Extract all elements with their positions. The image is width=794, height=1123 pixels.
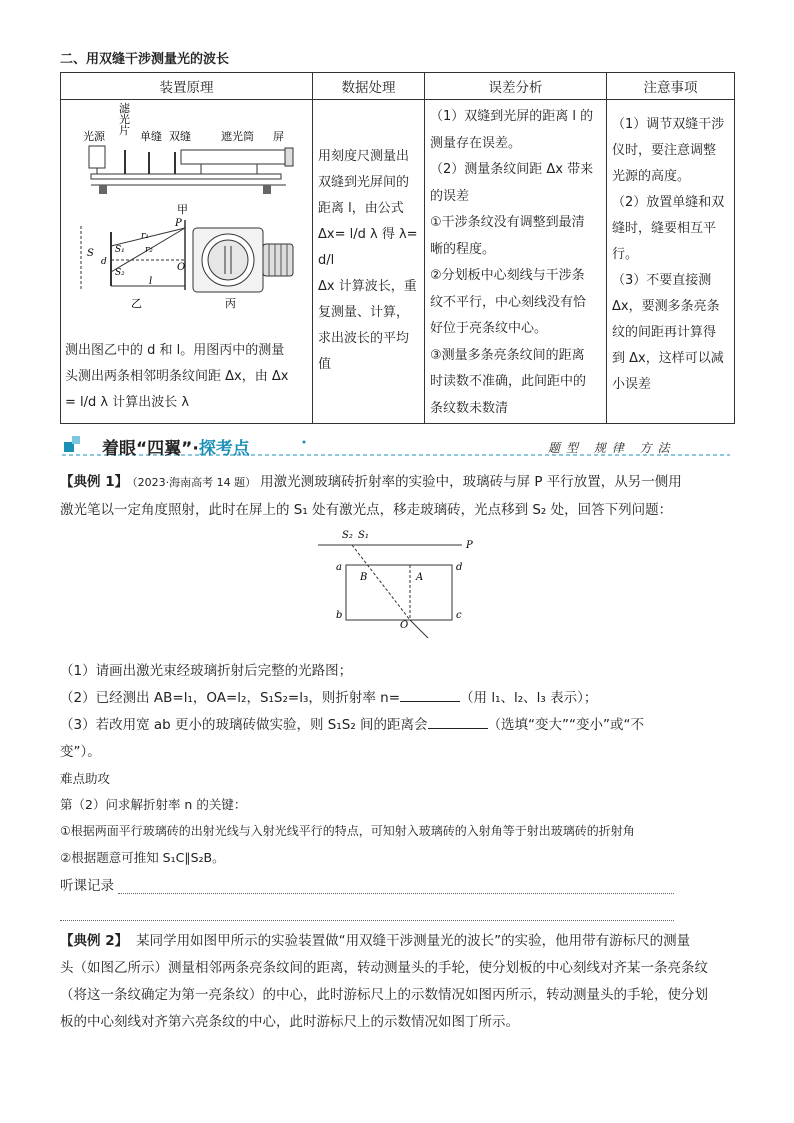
example2-line1 [60,928,740,954]
text-line: ①干涉条纹没有调整到最清 [430,215,585,230]
fig-label-a: a [336,562,342,573]
header-data-processing: 数据处理 [313,73,425,100]
fig-label-p: P [466,540,473,551]
label-s: S [87,248,94,259]
text-line: （1）双缝到光屏的距离 l 的 [430,109,594,124]
hint-question: 第（2）问求解折射率 n 的关键： [60,797,247,812]
text-line: Δx，要测多条亮条 [612,299,720,314]
text-line: （2）放置单缝和双 [612,195,725,210]
screen-icon [285,148,293,166]
label-r1: r₁ [141,231,149,241]
text-line: ③测量多条亮条纹间的距离 [430,347,585,363]
text-line: 好位于亮条纹中心。 [430,321,548,336]
text-line: 小误差 [612,377,652,392]
bench-foot-left [99,185,107,194]
apparatus-cell [61,100,313,424]
label-filter: 滤光片 [119,102,130,137]
banner-title [102,434,250,459]
example1-label: 【典例 1】 [60,474,129,490]
text-line: 的误差 [430,188,470,204]
header-apparatus: 装置原理 [61,73,313,100]
text-line: 求出波长的平均 [318,331,410,346]
example1-q1: （1）请画出激光束经玻璃折射后完整的光路图； [60,663,353,679]
incident-laser-ray [410,620,430,638]
hint-title: 难点助攻 [60,771,111,786]
text-line: 距离 l，由公式 [318,201,404,216]
label-o: O [177,262,186,273]
apparatus-caption [61,338,312,416]
error-analysis-text [425,100,606,422]
notes-line[interactable] [118,893,674,894]
text-line: （3）不要直接测 [612,273,712,288]
label-p: P [175,218,182,229]
text-line: （2）测量条纹间距 Δx 带来 [430,162,594,177]
data-processing-text [313,100,424,378]
hint-line1: ①根据两面平行玻璃砖的出射光线与入射光线平行的特点，可知射入玻璃砖的入射角等于射出玻璃砖的折射角 [60,824,635,838]
example2-line4: 板的中心刻线对齐第六亮条纹的中心，此时游标尺上的示数情况如图丁所示。 [60,1014,519,1030]
header-notes: 注意事项 [607,73,735,100]
example1-q2 [60,685,597,711]
label-l: l [149,276,153,287]
glass-block-figure [312,528,482,638]
notes-text [607,100,734,398]
example1-q3 [60,712,740,738]
text-line: 纹的间距再计算得 [612,325,717,340]
data-processing-cell [313,100,425,424]
text-line: Δx 计算波长，重 [318,279,417,294]
notes-line-2[interactable] [60,920,674,921]
apparatus-caption-line: = l/d λ 计算出波长 λ [65,395,190,410]
example1-line1 [60,469,740,496]
text-line: 值 [318,357,332,372]
label-source: 光源 [83,130,105,143]
handwheel-icon [263,244,293,276]
lecture-notes-label: 听课记录 [60,878,114,894]
text-line: Δx= l/d λ 得 λ= d/l [318,227,418,268]
text-line: 仪时，要注意调整 [612,143,717,158]
example2-text: 某同学用如图甲所示的实验装置做“用双缝干涉测量光的波长”的实验，他用带有游标尺的测量 [136,933,691,949]
error-analysis-cell [425,100,607,424]
q3-text: （3）若改用宽 ab 更小的玻璃砖做实验，则 S₁S₂ 间的距离会 [60,717,428,733]
optical-bench [91,174,281,179]
label-fig-a: 甲 [177,203,188,216]
label-d: d [101,257,107,267]
q2-answer-blank[interactable] [400,687,460,702]
apparatus-caption-line: 测出图乙中的 d 和 l。用图丙中的测量 [65,343,285,358]
fig-label-b: b [336,610,343,621]
example2-line2: 头（如图乙所示）测量相邻两条亮条纹间的距离，转动测量头的手轮，使分划板的中心刻线对齐某一条亮条纹 [60,960,708,976]
fig-label-d: d [456,562,463,573]
text-line: 用刻度尺测量出 [318,149,410,164]
banner-title-highlight: 探考点 [198,439,250,459]
example1-source: （2023·海南高考 14 题） [132,476,257,489]
q3-text-tail: （选填“变大”“变小”或“不 [487,717,645,733]
text-line: 双缝到光屏间的 [318,175,410,190]
label-tube: 遮光筒 [221,130,254,143]
experiment-table [60,72,735,424]
hint-line2: ②根据题意可推知 S₁C∥S₂B。 [60,850,225,865]
q3-answer-blank[interactable] [428,714,488,729]
example2-label: 【典例 2】 [60,933,129,949]
text-line: 行。 [612,247,639,262]
header-error-analysis: 误差分析 [425,73,607,100]
bench-foot-right [263,185,271,194]
fig-label-B: B [360,572,368,583]
fig-label-O: O [400,620,409,631]
label-single-slit: 单缝 [140,130,162,143]
fig-label-A: A [416,572,424,583]
text-line: 到 Δx，这样可以减 [612,351,724,366]
apparatus-diagram [61,100,313,336]
light-source-icon [89,146,105,168]
example2-line3: （将这一条纹确定为第一亮条纹）的中心，此时游标尺上的示数情况如图丙所示，转动测量头的手轮，使分划 [60,987,708,1003]
label-r2: r₂ [145,245,153,255]
text-line: 缝时，缝要相互平 [612,221,717,236]
banner-subtitle: 题型 规律 方法 [548,441,676,455]
text-line: （1）调节双缝干涉 [612,117,725,132]
label-double-slit: 双缝 [169,130,191,143]
section-title: 二、用双缝干涉测量光的波长 [60,52,230,67]
banner-title-main: 着眼“四翼”· [102,439,199,459]
tube-icon [181,150,285,164]
fig-label-c: c [456,610,462,621]
fig-label-s2: S₂ [342,530,353,541]
label-s1: S₁ [115,245,125,255]
text-line: 晰的程度。 [430,241,496,257]
text-line: 时读数不准确，此间距中的 [430,374,587,389]
q2-text: （2）已经测出 AB=l₁，OA=l₂，S₁S₂=l₃，则折射率 n= [60,690,401,706]
text-line: 光源的高度。 [612,169,691,184]
text-line: 纹不平行，中心刻线没有恰 [430,294,587,310]
q2-text-tail: （用 l₁、l₂、l₃ 表示）； [460,690,598,706]
apparatus-caption-line: 头测出两条相邻明条纹间距 Δx，由 Δx [65,369,289,384]
label-fig-c: 丙 [225,297,236,310]
fig-label-s1: S₁ [358,530,369,541]
text-line: 条纹数未数清 [430,400,509,416]
banner-square-icon-small [72,436,80,444]
notes-cell [607,100,735,424]
example1-line2: 激光笔以一定角度照射，此时在屏上的 S₁ 处有激光点，移走玻璃砖，光点移到 S₂ 处，回答下列问题： [60,502,673,518]
label-fig-b: 乙 [131,297,142,310]
label-s2: S₂ [115,268,125,278]
text-line: 测量存在误差。 [430,135,522,151]
label-screen: 屏 [273,130,284,143]
example1-text: 用激光测玻璃砖折射率的实验中，玻璃砖与屏 P 平行放置，从另一侧用 [260,474,682,490]
text-line: 复测量、计算， [318,305,410,320]
example1-q3-end: 变”）。 [60,744,101,760]
text-line: ②分划板中心刻线与干涉条 [430,268,585,283]
